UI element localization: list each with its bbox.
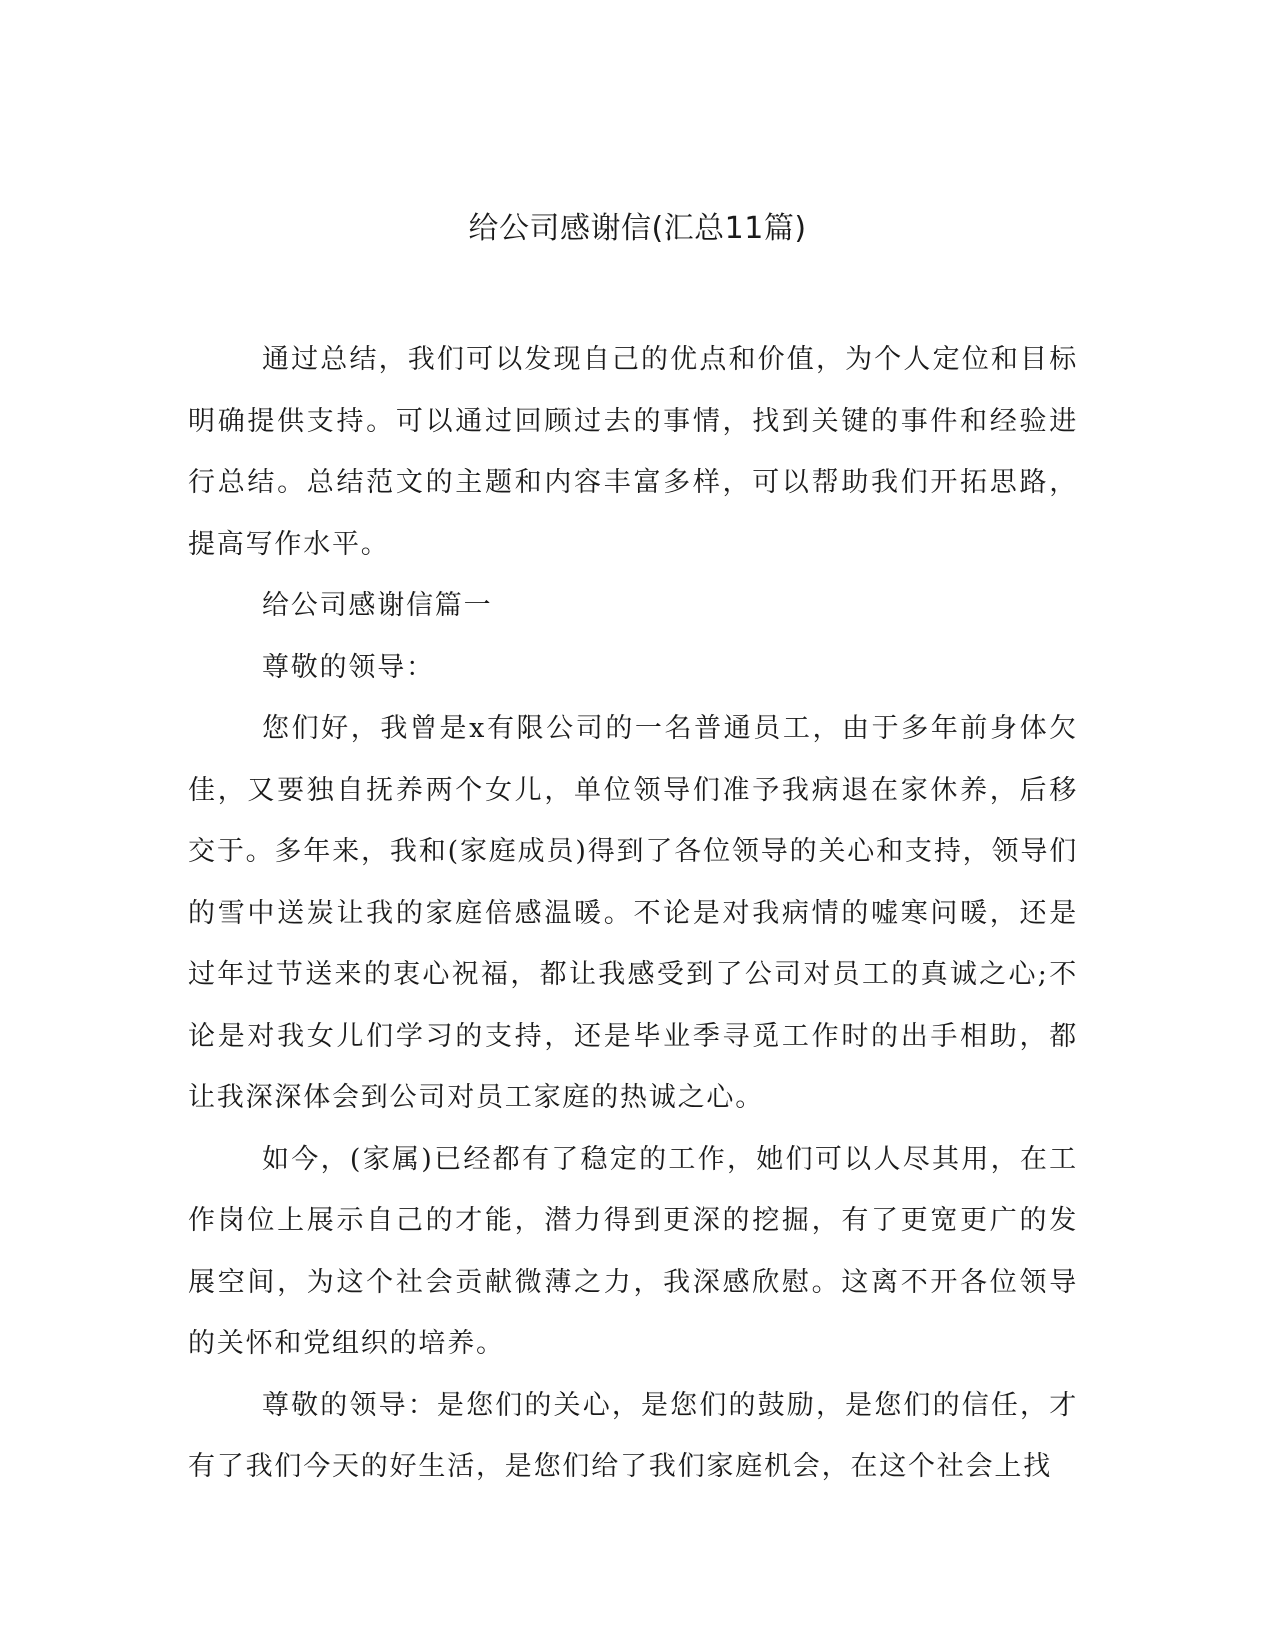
intro-paragraph: 通过总结，我们可以发现自己的优点和价值，为个人定位和目标明确提供支持。可以通过回顾过去的事情，找到关键的事件和经验进行总结。总结范文的主题和内容丰富多样，可以帮助我们开拓思路，提高写作水平。 (188, 344, 1078, 560)
body-paragraph: 如今，(家属)已经都有了稳定的工作，她们可以人尽其用，在工作岗位上展示自己的才能，潜力得到更深的挖掘，有了更宽更广的发展空间，为这个社会贡献微薄之力，我深感欣慰。这离不开各位领导的关怀和党组织的培养。 (188, 1143, 1078, 1359)
body-paragraph: 您们好，我曾是x有限公司的一名普通员工，由于多年前身体欠佳，又要独自抚养两个女儿，单位领导们准予我病退在家休养，后移交于。多年来，我和(家庭成员)得到了各位领导的关心和支持，领导们的雪中送炭让我的家庭倍感温暖。不论是对我病情的嘘寒问暖，还是过年过节送来的衷心祝福，都让我感受到了公司对员工的真诚之心;不论是对我女儿们学习的支持，还是毕业季寻觅工作时的出手相助，都让我深深体会到公司对员工家庭的热诚之心。 (188, 713, 1078, 1113)
body-paragraph: 尊敬的领导：是您们的关心，是您们的鼓励，是您们的信任，才有了我们今天的好生活，是您们给了我们家庭机会，在这个社会上找 (188, 1389, 1078, 1482)
document-body (188, 329, 1078, 1498)
salutation: 尊敬的领导： (262, 651, 435, 683)
section-heading: 给公司感谢信篇一 (262, 590, 493, 621)
document-title: 给公司感谢信(汇总11篇) (468, 211, 807, 246)
